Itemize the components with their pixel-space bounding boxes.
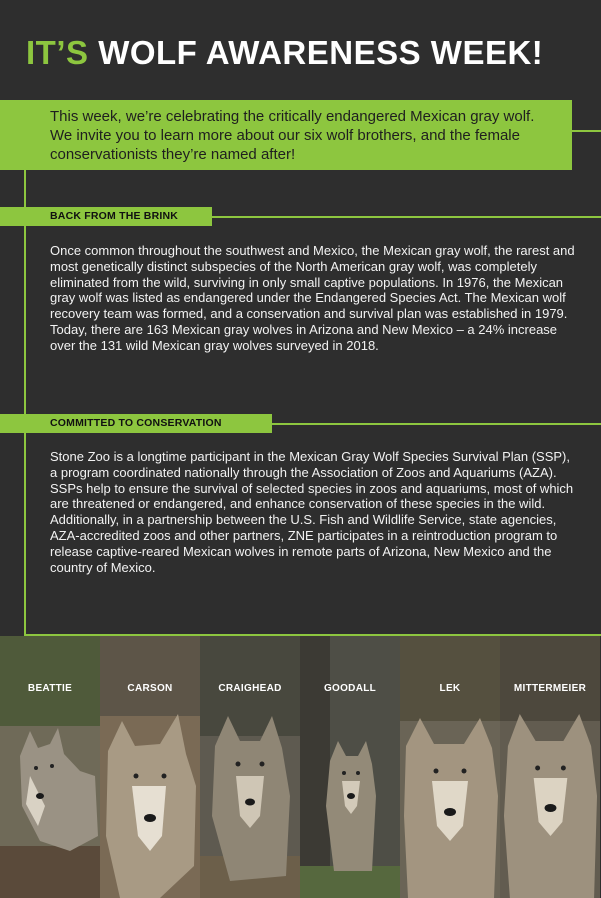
section-text-brink: Once common throughout the southwest and Mexico, the Mexican gray wolf, the rarest and most genetically distinct subspecies of the North American gray wolf, was completely eliminated from the wild, surviving in only small captive populations. In 1976, the Mexican gray wolf was listed as endangered under the Endangered Species Act. The Mexican wolf recovery team was formed, and a conservation and survival plan was established in 1979. Today, there are 163 Mexican gray wolves in Arizona and New Mexico – a 24% increase over the 131 wild Mexican gray wolves surveyed in 2018. — [50, 243, 575, 353]
section-heading-conservation-line — [272, 423, 601, 425]
wolf-name-carson: CARSON — [127, 683, 173, 694]
intro-banner — [0, 100, 572, 170]
wolf-name-mittermeier: MITTERMEIER — [513, 683, 587, 694]
intro-text: This week, we’re celebrating the critically endangered Mexican gray wolf. We invite you to learn more about our six wolf brothers, and the female conservationists they’re named after! — [50, 108, 535, 163]
title-rest: WOLF AWARENESS WEEK! — [98, 34, 544, 71]
wolf-image-craighead — [200, 636, 300, 898]
wolf-photo-lek — [400, 636, 500, 898]
wolf-photo-carson — [100, 636, 200, 898]
wolf-photo-goodall — [300, 636, 400, 898]
left-frame-line — [24, 170, 26, 636]
section-heading-conservation — [0, 414, 272, 433]
wolf-photo-mittermeier — [500, 636, 600, 898]
wolf-image-beattie — [0, 636, 100, 898]
intro-connector-line — [572, 130, 601, 132]
section-heading-brink-line — [212, 216, 601, 218]
wolf-photo-craighead — [200, 636, 300, 898]
section-heading-conservation-label: COMMITTED TO CONSERVATION — [50, 417, 222, 429]
section-heading-brink-label: BACK FROM THE BRINK — [50, 210, 179, 222]
section-text-conservation: Stone Zoo is a longtime participant in the Mexican Gray Wolf Species Survival Plan (SSP), a program coordinated nationally through the Association of Zoos and Aquariums (AZA). SSPs help to ensure the survival of selected species in zoos and aquariums, most of which are threatened or endangered, and enhance conservation of these species in the wild. Additionally, in a partnership between the U.S. Fish and Wildlife Service, state agencies, AZA-accredited zoos and other partners, ZNE participates in a reintroduction program to release captive-reared Mexican wolves in remote parts of Arizona, New Mexico and the country of Mexico. — [50, 449, 574, 575]
title-prefix: IT’S — [26, 34, 89, 71]
wolf-image-carson — [100, 636, 200, 898]
wolf-image-lek — [400, 636, 500, 898]
wolf-gallery — [0, 636, 601, 898]
page-title — [26, 34, 543, 72]
wolf-name-craighead: CRAIGHEAD — [218, 683, 282, 694]
wolf-name-goodall: GOODALL — [323, 683, 377, 694]
wolf-name-beattie: BEATTIE — [27, 683, 73, 694]
wolf-image-goodall — [300, 636, 400, 898]
wolf-name-lek: LEK — [439, 683, 461, 694]
wolf-image-mittermeier — [500, 636, 600, 898]
section-heading-brink — [0, 207, 212, 226]
wolf-photo-beattie — [0, 636, 100, 898]
